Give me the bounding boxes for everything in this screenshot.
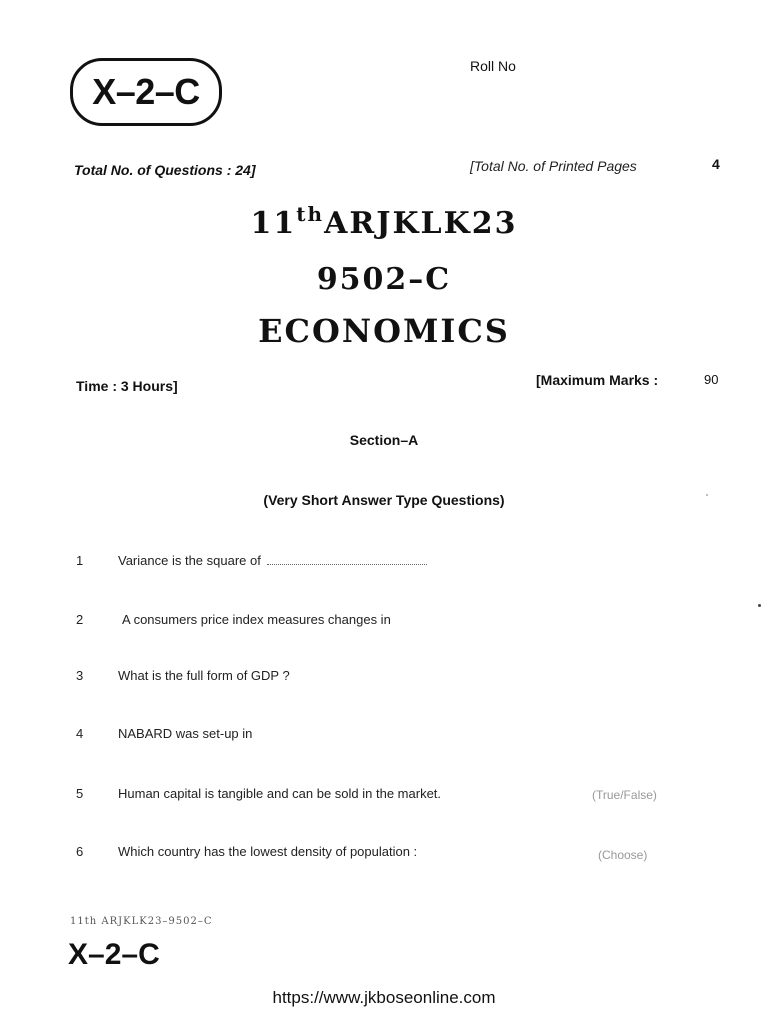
question-number: 2 [76, 612, 84, 627]
question-text [122, 612, 391, 627]
section-type: (Very Short Answer Type Questions) [263, 492, 505, 508]
class-prefix: 11 [250, 206, 297, 241]
question-body: Which country has the lowest density of population : [118, 844, 418, 859]
question-number: 4 [76, 726, 84, 741]
question-number: 6 [76, 844, 84, 859]
class-code: ARJKLK23 [324, 206, 518, 241]
total-questions: Total No. of Questions : 24] [74, 162, 256, 178]
answer-blank [267, 554, 427, 565]
footer-small-code: 11th ARJKLK23–9502–C [70, 916, 213, 927]
question-number: 3 [76, 668, 84, 683]
class-superscript: th [296, 202, 325, 226]
source-url: https://www.jkboseonline.com [272, 988, 496, 1007]
question-hint: (Choose) [598, 848, 648, 862]
question-body: Human capital is tangible and can be sold in the market. [118, 786, 442, 801]
total-pages-label: [Total No. of Printed Pages [470, 158, 637, 174]
scan-speck [706, 494, 708, 496]
total-pages-value: 4 [712, 156, 720, 172]
question-number: 1 [76, 553, 84, 568]
section-heading: Section–A [349, 432, 419, 448]
question-body: Variance is the square of [118, 553, 261, 568]
roll-no-label: Roll No [470, 58, 516, 74]
question-text [118, 786, 441, 801]
paper-code-badge [70, 58, 222, 126]
question-body: What is the full form of GDP ? [118, 668, 290, 683]
question-text [118, 668, 290, 683]
question-body: NABARD was set-up in [118, 726, 253, 741]
max-marks-value: 90 [704, 372, 719, 387]
class-code-title [0, 202, 768, 241]
question-number: 5 [76, 786, 84, 801]
paper-code-text: X–2–C [92, 71, 200, 112]
paper-number: 9502–C [316, 262, 452, 297]
max-marks-label: [Maximum Marks : [536, 372, 659, 388]
footer-paper-code: X–2–C [68, 938, 160, 971]
question-body: A consumers price index measures changes in [122, 612, 391, 627]
question-text [118, 726, 252, 741]
question-hint: (True/False) [592, 788, 657, 802]
subject-title: ECONOMICS [258, 312, 510, 350]
question-text [118, 553, 427, 568]
time-label: Time : 3 Hours] [76, 378, 178, 394]
scan-speck [758, 604, 761, 607]
question-text [118, 844, 417, 859]
